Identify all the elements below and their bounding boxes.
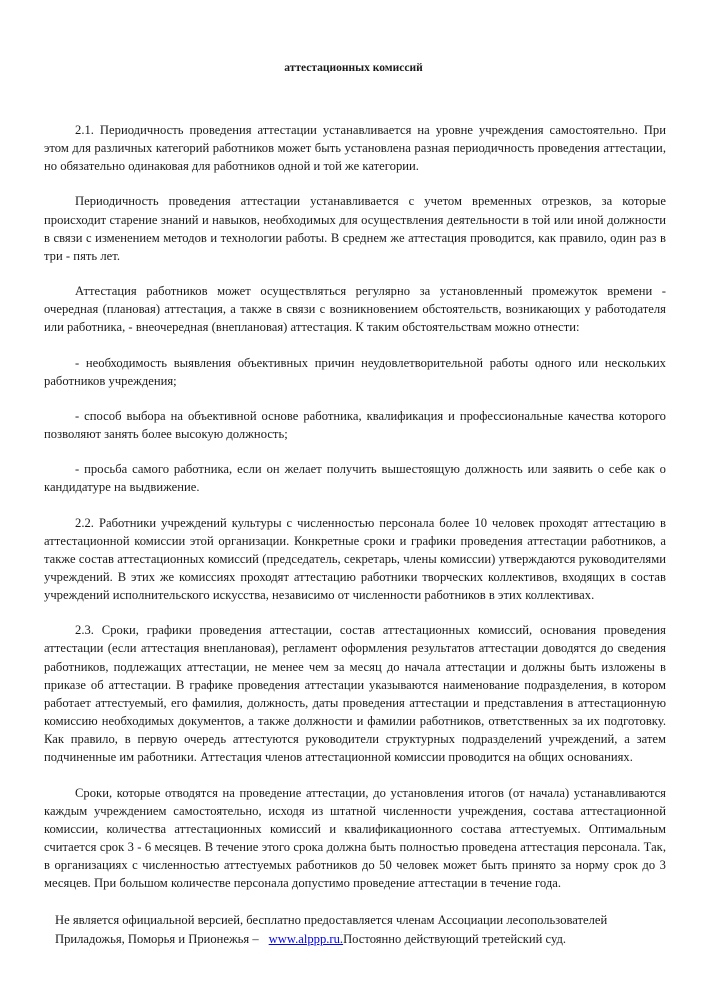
- list-item-promotion-selection: - способ выбора на объективной основе работника, квалификация и профессиональные качества которого позволяют занять более высокую должность;: [44, 408, 666, 442]
- paragraph-periodicity: Периодичность проведения аттестации устанавливается с учетом временных отрезков, за которые происходит старение знаний и навыков, необходимых для осуществления деятельности в той или иной должности в связи с изменением методов и технологии работы. В среднем же аттестация проводится, как правило, один раз в три - пять лет.: [44, 194, 666, 263]
- document-body: [44, 121, 666, 909]
- paragraph-2-2: 2.2. Работники учреждений культуры с численностью персонала более 10 человек проходят аттестацию в аттестационной комиссии этой организации. Конкретные сроки и графики проведения аттестации работников, а также состав аттестационных комиссий (председатель, секретарь, члены комиссии) утверждаются руководителями учреждений. В этих же комиссиях проходят аттестацию работники творческих коллективов, входящих в состав учреждений исполнительского искусства, независимо от численности работников в этих коллективах.: [44, 515, 666, 603]
- paragraph-terms: Сроки, которые отводятся на проведение аттестации, до установления итогов (от начала) устанавливаются каждым учреждением самостоятельно, исходя из штатной численности учреждения, состава аттестационной комиссии, количества аттестационных комиссий и квалификационного состава аттестуемых. Оптимальным считается срок 3 - 6 месяцев. В течение этого срока должна быть полностью проведена аттестация персонала. Так, в организациях с численностью аттестуемых работников до 50 человек может быть принято за норму срок до 3 месяцев. При большом количестве персонала допустимо проведение аттестации в течение года.: [44, 785, 666, 891]
- footer-line-2: [55, 930, 695, 949]
- list-item-unsatisfactory-work: - необходимость выявления объективных причин неудовлетворительной работы одного или нескольких работников учреждения;: [44, 355, 666, 388]
- section-heading: аттестационных комиссий: [284, 62, 423, 74]
- paragraph-2-3: 2.3. Сроки, графики проведения аттестации, состав аттестационных комиссий, основания проведения аттестации (если аттестация внеплановая), регламент оформления результатов аттестации доводятся до сведения работников, подлежащих аттестации, не менее чем за месяц до начала аттестации и должны быть изложены в приказе об аттестации. В графике проведения аттестации указываются наименование подразделения, в котором работает аттестуемый, его фамилия, должность, даты проведения аттестации и представления в аттестационную комиссию необходимых документов, а также должности и фамилии работников, ответственных за их подготовку. Как правило, в первую очередь аттестуются руководители структурных подразделений учреждений, а затем подчиненные им работники. Аттестация членов аттестационной комиссии проводится на общих основаниях.: [44, 623, 666, 765]
- website-link[interactable]: www.alppp.ru.: [268, 931, 344, 946]
- page-footer: [55, 911, 695, 948]
- paragraph-2-1: 2.1. Периодичность проведения аттестации устанавливается на уровне учреждения самостоятельно. При этом для различных категорий работников может быть установлена разная периодичность проведения аттестации, но обязательно одинаковая для работников одной и той же категории.: [44, 123, 666, 174]
- footer-court-text: Постоянно действующий третейский суд.: [343, 931, 567, 946]
- paragraph-attestation-types: Аттестация работников может осуществляться регулярно за установленный промежуток времени - очередная (плановая) аттестация, а также в связи с возникновением обстоятельств, возникающих у работодателя или работника, - внеочередная (внеплановая) аттестация. К таким обстоятельствам можно отнести:: [44, 284, 666, 335]
- list-item-employee-request: - просьба самого работника, если он желает получить вышестоящую должность или заявить о себе как о кандидатуре на выдвижение.: [44, 462, 666, 495]
- footer-disclaimer: Не является официальной версией, бесплатно предоставляется членам Ассоциации лесопользователей: [55, 913, 608, 927]
- footer-region-text: Приладожья, Поморья и Прионежья –: [55, 931, 259, 946]
